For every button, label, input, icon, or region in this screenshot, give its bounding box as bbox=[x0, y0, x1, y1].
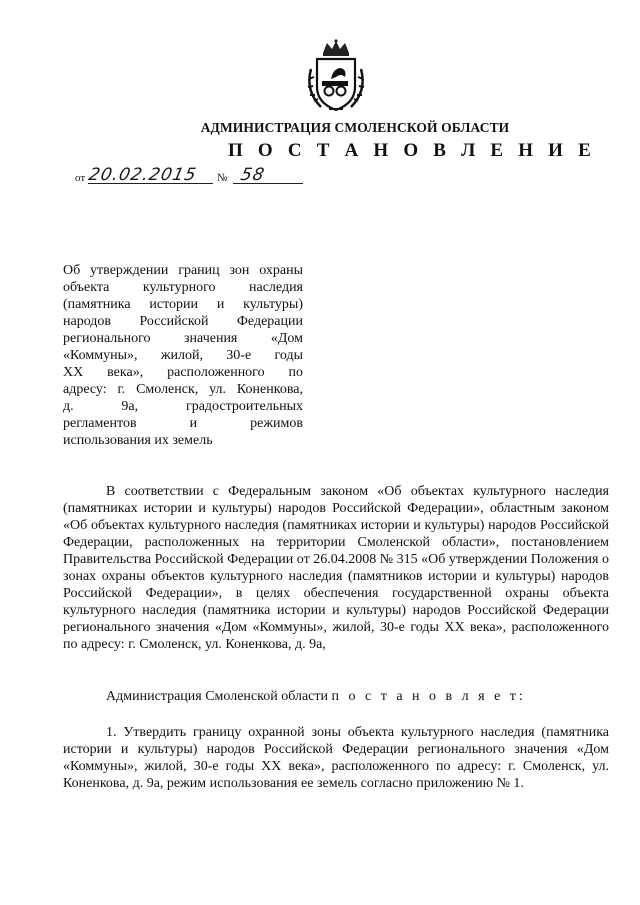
document-type-title: П О С Т А Н О В Л Е Н И Е bbox=[228, 140, 596, 161]
subject-line: объекта культурного наследия bbox=[63, 280, 303, 295]
subject-line: (памятника истории и культуры) bbox=[63, 297, 303, 312]
item-1-paragraph bbox=[63, 724, 609, 792]
date-handwritten: 20.02.2015 bbox=[86, 165, 199, 185]
subject-line: использования их земель bbox=[63, 433, 213, 448]
coat-of-arms-emblem bbox=[303, 39, 369, 113]
subject-line: д. 9а, градостроительных bbox=[63, 399, 303, 414]
item-1-text: 1. Утвердить границу охранной зоны объекта культурного наследия (памятника истории и культуры) народов Российской Федерации регионального значения «Дом «Коммуны», жилой, 30-е годы XX века», расположенного по адресу: г. Смоленск, ул. Коненкова, д. 9а, режим использования ее земель согласно приложению № 1. bbox=[63, 725, 609, 791]
resolve-prefix: Администрация Смоленской области bbox=[106, 689, 329, 704]
number-prefix: № bbox=[217, 172, 228, 184]
number-handwritten: 58 bbox=[238, 165, 267, 185]
subject-line: Об утверждении границ зон охраны bbox=[63, 263, 303, 278]
subject-line: народов Российской Федерации bbox=[63, 314, 303, 329]
preamble-paragraph bbox=[63, 483, 609, 653]
subject-line: XX века», расположенного по bbox=[63, 365, 303, 380]
subject-line: регламентов и режимов bbox=[63, 416, 303, 431]
organization-name: АДМИНИСТРАЦИЯ СМОЛЕНСКОЙ ОБЛАСТИ bbox=[200, 120, 510, 135]
date-prefix: от bbox=[75, 172, 86, 184]
subject-line: регионального значения «Дом bbox=[63, 331, 303, 346]
subject-line: «Коммуны», жилой, 30-е годы bbox=[63, 348, 303, 363]
resolve-word: п о с т а н о в л я е т: bbox=[331, 689, 526, 704]
subject-line: адресу: г. Смоленск, ул. Коненкова, bbox=[63, 382, 303, 397]
date-number-line bbox=[75, 166, 315, 186]
preamble-text: В соответствии с Федеральным законом «Об объектах культурного наследия (памятниках истории и культуры) народов Российской Федерации», областным законом «Об объектах культурного наследия (памятниках истории и культуры) народов Российской Федерации, расположенных на территории Смоленской области», постановлением Правительства Российской Федерации от 26.04.2008 № 315 «Об утверждении Положения о зонах охраны объектов культурного наследия (памятников истории и культуры) народов Российской Федерации», в целях обеспечения государственной охраны объекта культурного наследия (памятника истории и культуры) народов Российской Федерации регионального значения «Дом «Коммуны», жилой, 30-е годы XX века», расположенного по адресу: г. Смоленск, ул. Коненкова, д. 9а, bbox=[63, 484, 609, 652]
resolution-line bbox=[63, 688, 609, 705]
document-subject bbox=[63, 262, 303, 449]
